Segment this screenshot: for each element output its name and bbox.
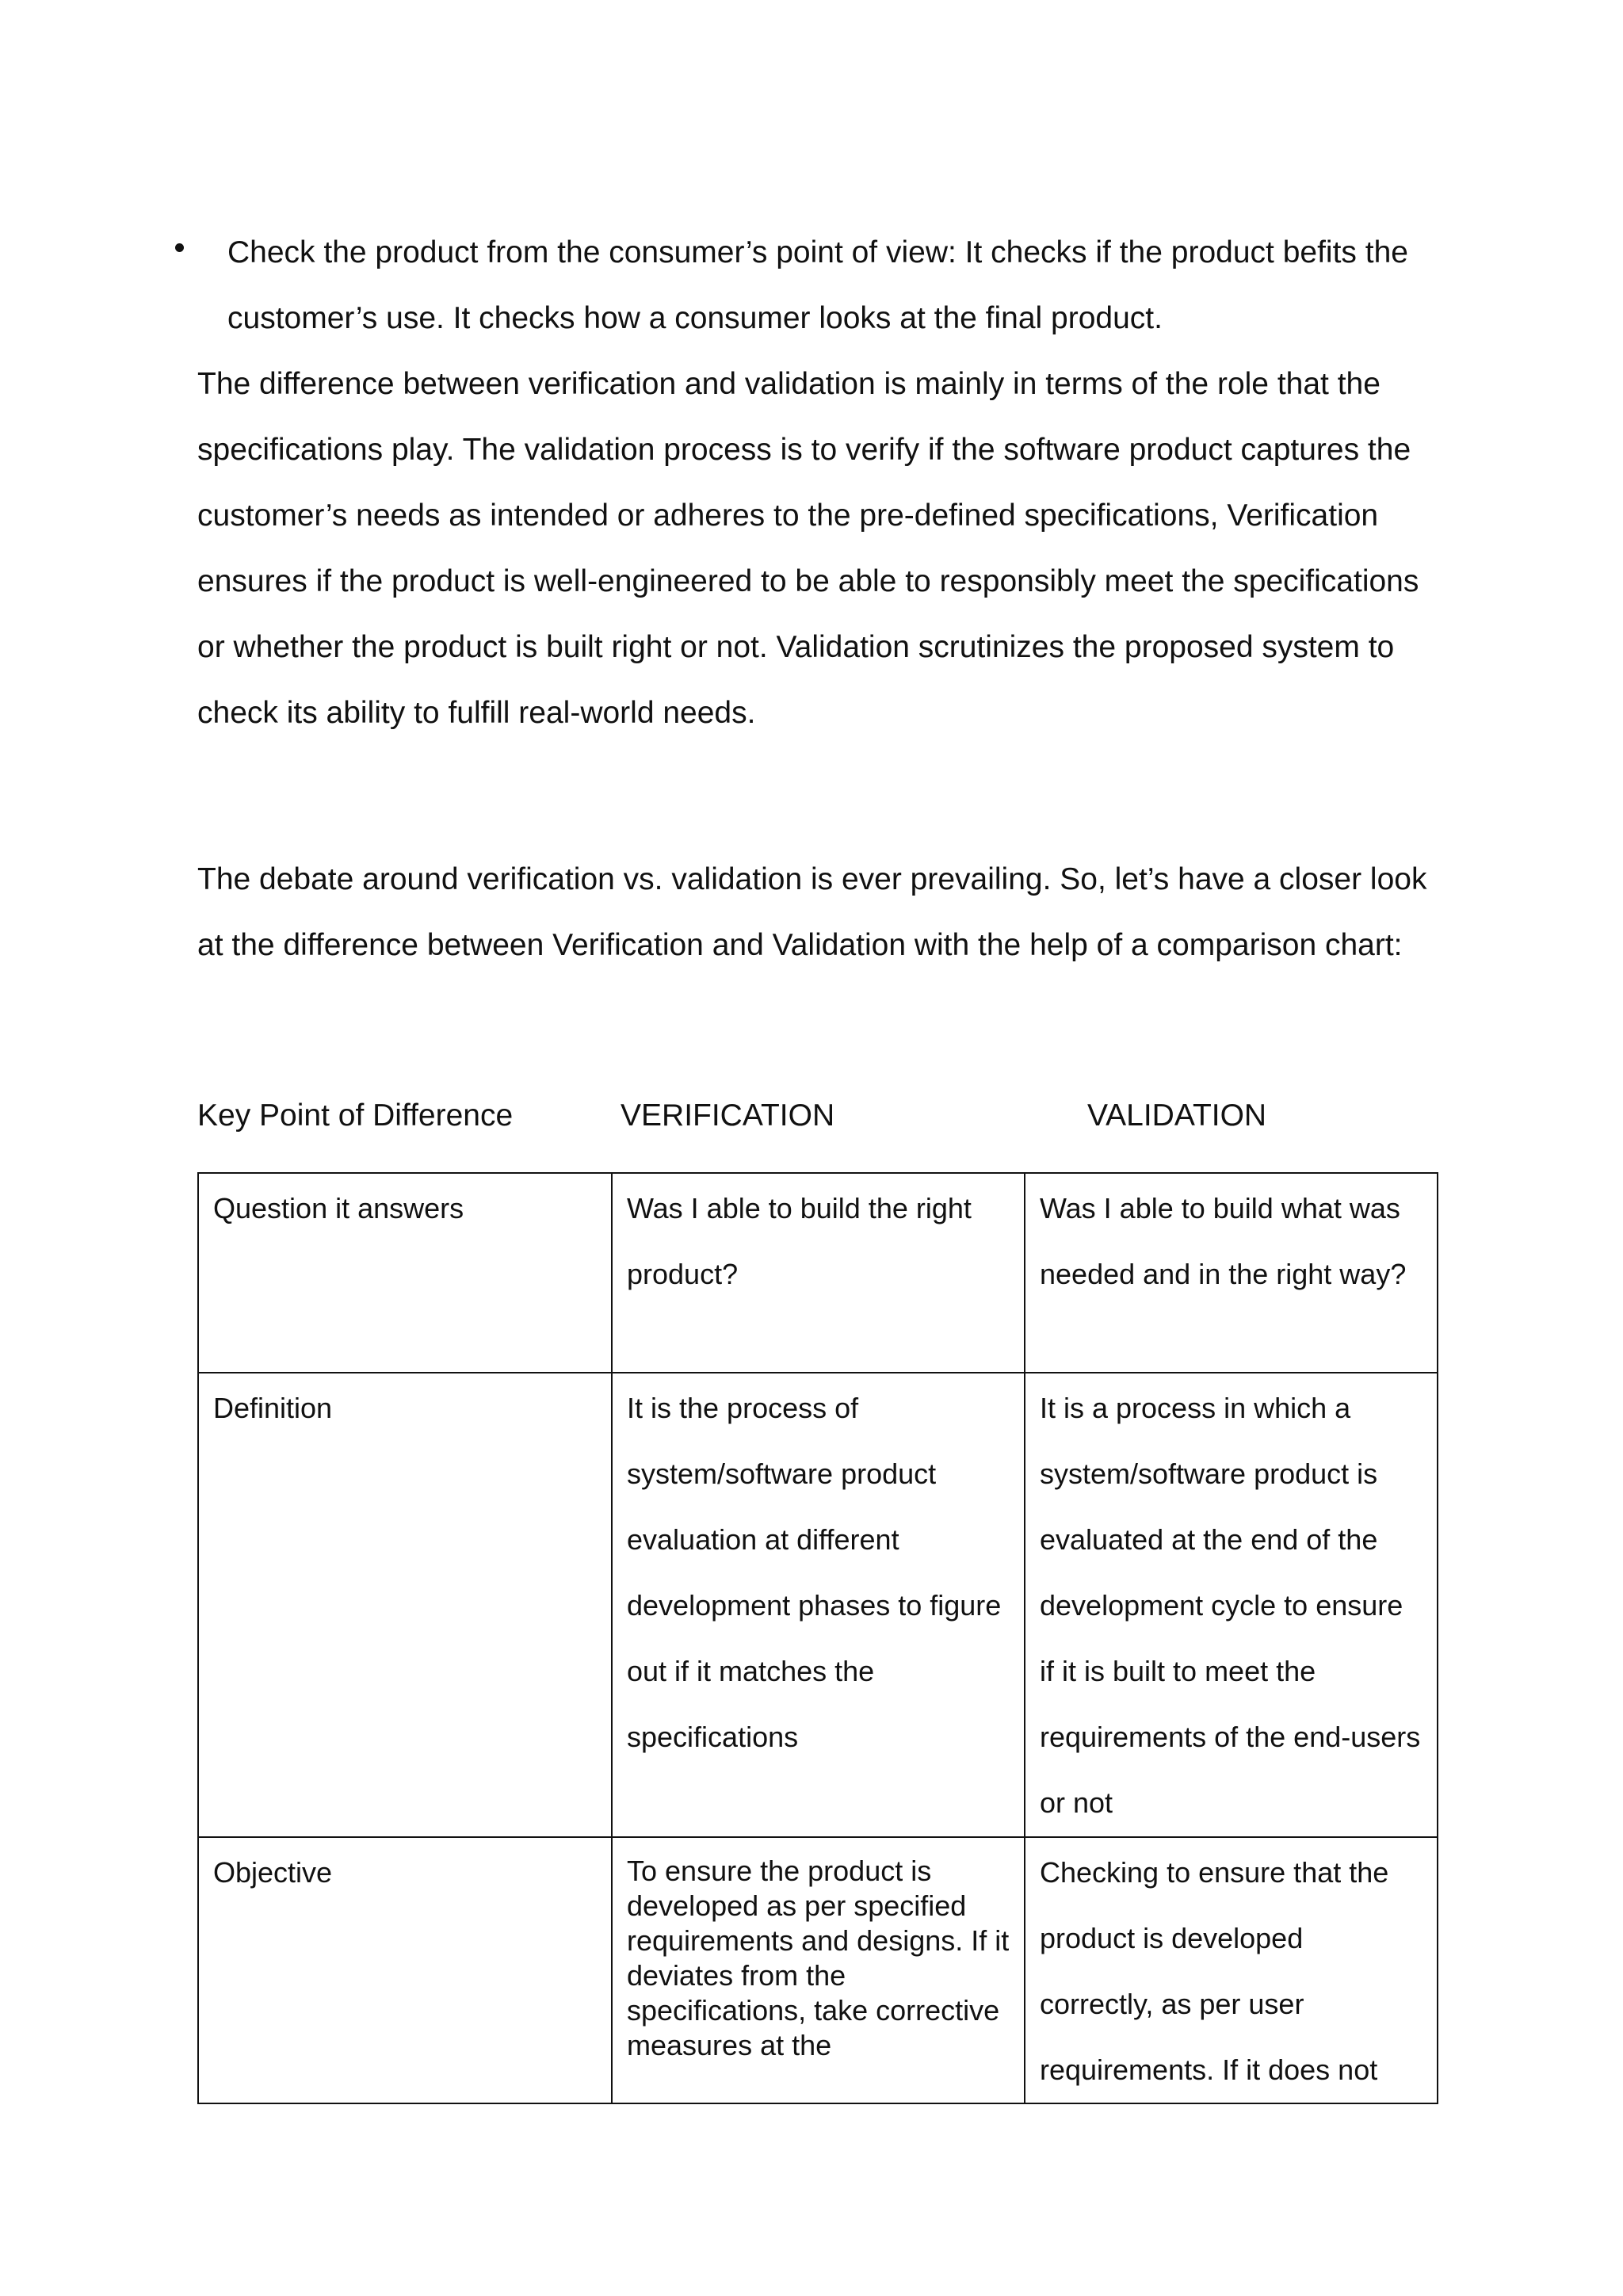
- table-row: [198, 1173, 1438, 1373]
- table-row: [198, 1837, 1438, 2103]
- comparison-table: [197, 1172, 1438, 2104]
- column-header-key-point: Key Point of Difference: [197, 1098, 514, 1133]
- table-cell-validation: Was I able to build what was needed and in the right way?: [1025, 1173, 1438, 1373]
- paragraph-difference: The difference between verification and validation is mainly in terms of the role that the specifications play. The validation process is to verify if the software product captures the customer’s needs as intended or adheres to the pre-defined specifications, Verification ensures if the product is well-engineered to be able to responsibly meet the specifications or whether the product is built right or not. Validation scrutinizes the proposed system to check its ability to fulfill real-world needs.: [197, 367, 1419, 730]
- table-cell-verification: Was I able to build the right product?: [612, 1173, 1025, 1373]
- table-cell-verification: To ensure the product is developed as per specified requirements and designs. If it deviates from the specifications, take corrective measures at the: [612, 1837, 1025, 2103]
- paragraph-debate: The debate around verification vs. validation is ever prevailing. So, let’s have a closer look at the difference between Verification and Validation with the help of a comparison chart:: [197, 862, 1427, 962]
- table-cell-validation: It is a process in which a system/software product is evaluated at the end of the development cycle to ensure if it is built to meet the requirements of the end-users or not: [1025, 1373, 1438, 1837]
- table-cell-verification: It is the process of system/software product evaluation at different development phases to figure out if it matches the specifications: [612, 1373, 1025, 1837]
- table-cell-key: Objective: [198, 1837, 612, 2103]
- table-cell-key: Question it answers: [198, 1173, 612, 1373]
- bullet-text: Check the product from the consumer’s point of view: It checks if the product befits the customer’s use. It checks how a consumer looks at the final product.: [227, 235, 1408, 335]
- bullet-dot-icon: [175, 243, 184, 252]
- table-row: [198, 1373, 1438, 1837]
- column-header-validation: VALIDATION: [1087, 1098, 1267, 1133]
- column-header-verification: VERIFICATION: [621, 1098, 835, 1133]
- table-cell-validation: Checking to ensure that the product is developed correctly, as per user requirements. If it does not: [1025, 1837, 1438, 2103]
- table-cell-key: Definition: [198, 1373, 612, 1837]
